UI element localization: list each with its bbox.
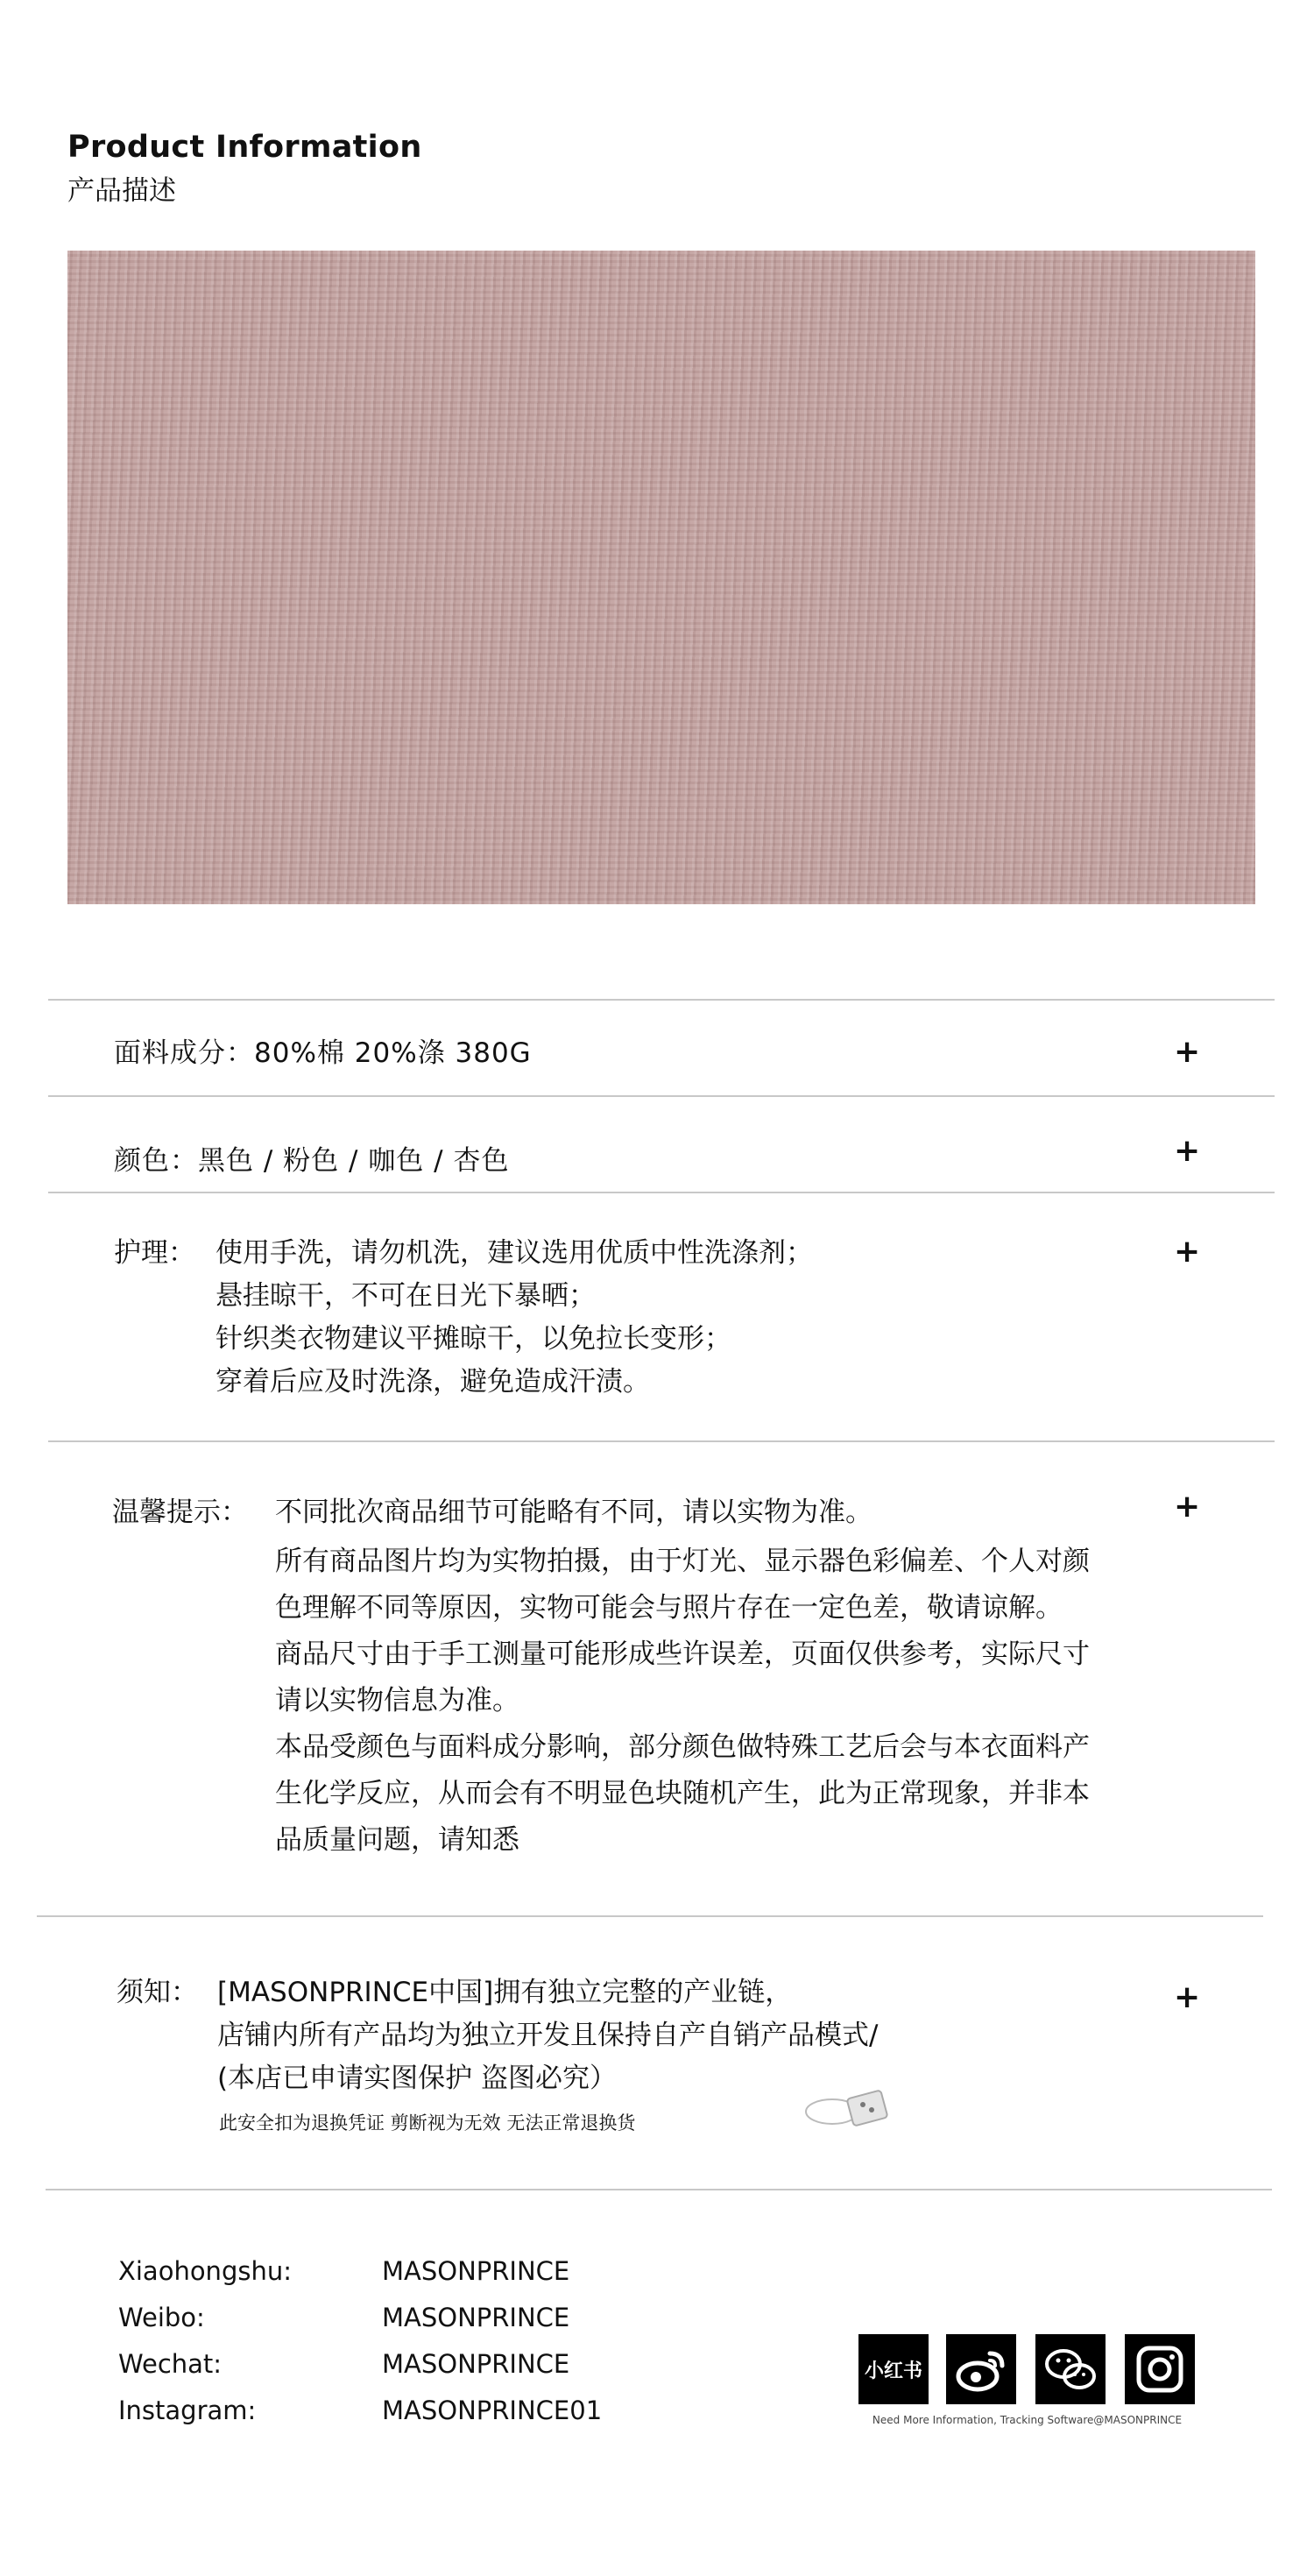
xiaohongshu-icon-text: 小红书 xyxy=(864,2360,922,2382)
notice-line: 所有商品图片均为实物拍摄，由于灯光、显示器色彩偏差、个人对颜 xyxy=(275,1546,1090,1577)
social-label-xiaohongshu: Xiaohongshu: xyxy=(118,2256,292,2286)
social-value-instagram: MASONPRINCE01 xyxy=(382,2396,603,2425)
divider xyxy=(37,1915,1263,1917)
weibo-icon[interactable] xyxy=(946,2334,1016,2404)
must-know-body xyxy=(217,1971,878,2100)
page-title: Product Information xyxy=(67,130,422,165)
color-options: 颜色：黑色 / 粉色 / 咖色 / 杏色 xyxy=(114,1145,510,1177)
notice-body xyxy=(275,1539,1090,1864)
divider xyxy=(48,1192,1275,1193)
notice-line: 请以实物信息为准。 xyxy=(275,1685,519,1716)
fabric-texture-image xyxy=(67,251,1255,904)
divider xyxy=(46,2189,1272,2190)
notice-line: 不同批次商品细节可能略有不同，请以实物为准。 xyxy=(275,1497,872,1528)
must-know-prefix: 须知： xyxy=(117,1977,198,2008)
social-value-wechat: MASONPRINCE xyxy=(382,2349,570,2379)
expand-fabric-button[interactable]: + xyxy=(1174,1034,1201,1070)
divider xyxy=(48,1095,1275,1097)
expand-notice-button[interactable]: + xyxy=(1174,1489,1201,1525)
notice-line: 商品尺寸由于手工测量可能形成些许误差，页面仅供参考，实际尺寸 xyxy=(275,1638,1090,1670)
instagram-icon[interactable] xyxy=(1125,2334,1195,2404)
security-tag-note: 此安全扣为退换凭证 剪断视为无效 无法正常退换货 xyxy=(219,2112,636,2134)
expand-must-know-button[interactable]: + xyxy=(1174,1979,1201,2015)
expand-care-button[interactable]: + xyxy=(1174,1234,1201,1270)
care-line: 悬挂晾干，不可在日光下暴晒； xyxy=(215,1280,596,1312)
social-label-wechat: Wechat: xyxy=(118,2349,223,2379)
notice-line: 品质量问题，请知悉 xyxy=(275,1824,519,1856)
care-prefix: 护理： xyxy=(114,1237,195,1269)
care-line: 穿着后应及时洗涤，避免造成汗渍。 xyxy=(215,1366,650,1398)
care-line: 针织类衣物建议平摊晾干，以免拉长变形； xyxy=(215,1323,731,1355)
care-line: 使用手洗，请勿机洗，建议选用优质中性洗涤剂； xyxy=(215,1237,813,1269)
must-know-line: [MASONPRINCE中国]拥有独立完整的产业链， xyxy=(217,1977,793,2008)
xiaohongshu-icon[interactable] xyxy=(858,2334,929,2404)
notice-line: 本品受颜色与面料成分影响，部分颜色做特殊工艺后会与本衣面料产 xyxy=(275,1731,1090,1763)
divider xyxy=(48,999,1275,1001)
must-know-line: 店铺内所有产品均为独立开发且保持自产自销产品模式/ xyxy=(217,2020,879,2051)
social-value-weibo: MASONPRINCE xyxy=(382,2303,570,2332)
wechat-icon[interactable] xyxy=(1035,2334,1106,2404)
social-label-weibo: Weibo: xyxy=(118,2303,205,2332)
social-value-xiaohongshu: MASONPRINCE xyxy=(382,2256,570,2286)
divider xyxy=(48,1440,1275,1442)
must-know-line: (本店已申请实图保护 盗图必究） xyxy=(217,2063,617,2094)
page-subtitle: 产品描述 xyxy=(67,175,176,207)
notice-prefix: 温馨提示： xyxy=(112,1497,248,1528)
care-instructions xyxy=(215,1232,813,1404)
expand-color-button[interactable]: + xyxy=(1174,1133,1201,1169)
fabric-composition: 面料成分：80%棉 20%涤 380G xyxy=(114,1037,532,1069)
security-tag-image xyxy=(802,2077,894,2129)
tracking-note: Need More Information, Tracking Software@MASONPRINCE xyxy=(872,2414,1183,2426)
social-label-instagram: Instagram: xyxy=(118,2396,257,2425)
notice-line: 生化学反应，从而会有不明显色块随机产生，此为正常现象，并非本 xyxy=(275,1778,1090,1809)
notice-line: 色理解不同等原因，实物可能会与照片存在一定色差，敬请谅解。 xyxy=(275,1592,1063,1624)
